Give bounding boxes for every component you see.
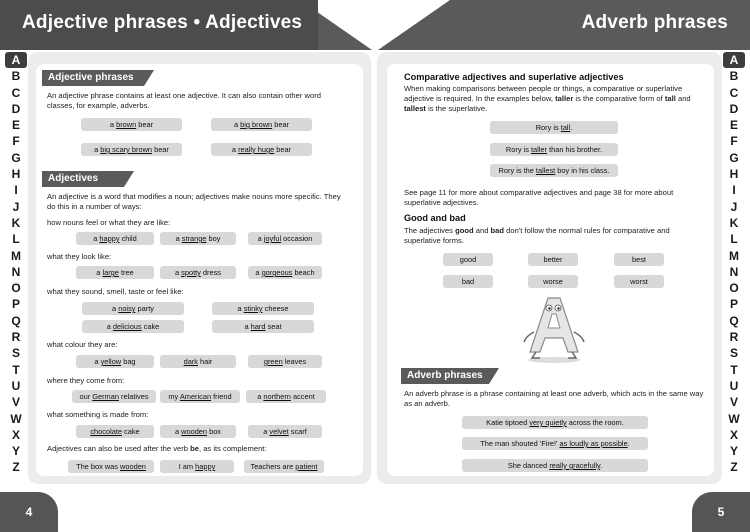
alphabet-letter: K [11,215,21,230]
alphabet-letter: L [12,232,20,247]
alphabet-letter: W [728,411,740,426]
alphabet-letter: F [12,134,20,149]
alphabet-letter: R [11,330,21,345]
alphabet-letter: J [730,199,738,214]
alphabet-letter: G [729,150,739,165]
example-pill: a stinky cheese [212,302,314,315]
alphabet-letter: V [11,395,20,410]
example-pill: a large tree [76,266,154,279]
example-pill: green leaves [248,355,322,368]
example-pill: a noisy party [82,302,184,315]
label-colour: what colour they are: [47,340,118,349]
word-pill: bad [443,275,493,288]
alphabet-letter: H [729,167,739,182]
example-pill: Rory is tall. [490,121,618,134]
alphabet-letter: D [11,101,21,116]
alphabet-letter: X [729,427,738,442]
alphabet-letter: D [729,101,739,116]
example-pill: a big brown bear [211,118,312,131]
example-pill: The man shouted 'Fire!' as loudly as possible. [462,437,648,450]
example-pill: a brown bear [81,118,182,131]
word-pill: good [443,253,493,266]
alphabet-letter: A [723,52,745,68]
alphabet-letter: B [729,69,739,84]
alphabet-letter: W [10,411,22,426]
alphabet-letter: L [730,232,738,247]
alphabet-letter: Q [729,313,739,328]
good-bad-text: The adjectives good and bad don't follow the normal rules for comparative and superlative forms. [404,226,670,245]
word-pill: worst [614,275,664,288]
alphabet-letter: Y [729,444,738,459]
example-pill: a big scary brown bear [81,143,182,156]
example-pill: dark hair [160,355,236,368]
alphabet-letter: K [729,215,739,230]
alphabet-letter: M [729,248,739,263]
label-complement: Adjectives can also be used after the verb be, as its complement: [47,444,267,453]
alphabet-letter: R [729,330,739,345]
label-sound: what they sound, smell, taste or feel like: [47,287,184,296]
alphabet-index-left [4,52,28,476]
letter-a-mascot-icon [518,292,590,364]
page-number-left: 4 [0,492,58,532]
word-pill: better [528,253,578,266]
alphabet-letter: U [11,378,21,393]
comparative-heading: Comparative adjectives and superlative adjectives [404,72,624,82]
example-pill: a spotty dress [160,266,236,279]
alphabet-letter: U [729,378,739,393]
left-page-title: Adjective phrases • Adjectives [22,12,303,33]
adjective-phrases-text: An adjective phrase contains at least one adjective. It can also contain other word classes, for example, adverbs. [47,91,321,110]
alphabet-letter: A [5,52,27,68]
alphabet-letter: Q [11,313,21,328]
example-pill: Teachers are patient [244,460,324,473]
alphabet-letter: C [729,85,739,100]
alphabet-letter: V [729,395,738,410]
example-pill: a yellow bag [76,355,154,368]
alphabet-letter: N [729,264,739,279]
alphabet-letter: T [730,362,738,377]
alphabet-letter: J [12,199,20,214]
alphabet-letter: I [14,183,18,198]
example-pill: a gorgeous beach [248,266,322,279]
alphabet-letter: S [729,346,738,361]
alphabet-letter: M [11,248,21,263]
right-page-title: Adverb phrases [581,12,728,33]
word-pill: best [614,253,664,266]
adverb-phrases-text: An adverb phrase is a phrase containing at least one adverb, which acts in the same way as an adverb. [404,389,704,408]
example-pill: a delicious cake [82,320,184,333]
alphabet-letter: B [11,69,21,84]
alphabet-letter: Y [11,444,20,459]
label-feel: how nouns feel or what they are like: [47,218,171,227]
example-pill: our German relatives [72,390,156,403]
example-pill: my American friend [160,390,240,403]
alphabet-letter: T [12,362,20,377]
alphabet-letter: O [11,281,21,296]
alphabet-letter: Z [730,460,738,475]
example-pill: a northern accent [246,390,326,403]
label-made: what something is made from: [47,410,149,419]
label-look: what they look like: [47,252,112,261]
alphabet-letter: S [11,346,20,361]
comparative-text: When making comparisons between people or things, a comparative or superlative adjective is required. In the examples below, taller is the comparative form of tall and tallest is the superlative. [404,84,691,113]
alphabet-letter: X [11,427,20,442]
section-header-adverb-phrases: Adverb phrases [401,368,489,384]
example-pill: The box was wooden [68,460,154,473]
alphabet-letter: O [729,281,739,296]
example-pill: a strange boy [160,232,236,245]
see-page-text: See page 11 for more about comparative adjectives and page 38 for more about superlative adjectives. [404,188,674,207]
section-header-adjectives: Adjectives [42,171,124,187]
section-header-adjective-phrases: Adjective phrases [42,70,144,86]
example-pill: Rory is the tallest boy in his class. [490,164,618,177]
example-pill: She danced really gracefully. [462,459,648,472]
example-pill: a hard seat [212,320,314,333]
alphabet-letter: P [729,297,738,312]
alphabet-letter: N [11,264,21,279]
good-bad-heading: Good and bad [404,213,466,223]
example-pill: a happy child [76,232,154,245]
alphabet-letter: G [11,150,21,165]
example-pill: a really huge bear [211,143,312,156]
alphabet-letter: P [11,297,20,312]
alphabet-letter: F [730,134,738,149]
alphabet-letter: E [11,118,20,133]
adjectives-text: An adjective is a word that modifies a noun; adjectives make nouns more specific. They do this in a number of ways: [47,192,341,211]
word-pill: worse [528,275,578,288]
page-number-right: 5 [692,492,750,532]
alphabet-letter: C [11,85,21,100]
example-pill: chocolate cake [76,425,154,438]
alphabet-letter: H [11,167,21,182]
example-pill: a wooden box [160,425,236,438]
example-pill: I am happy [160,460,234,473]
label-from: where they come from: [47,376,125,385]
example-pill: Katie tiptoed very quietly across the room. [462,416,648,429]
example-pill: Rory is taller than his brother. [490,143,618,156]
alphabet-index-right [722,52,746,476]
alphabet-letter: I [732,183,736,198]
example-pill: a velvet scarf [248,425,322,438]
alphabet-letter: E [729,118,738,133]
alphabet-letter: Z [12,460,20,475]
example-pill: a joyful occasion [248,232,322,245]
